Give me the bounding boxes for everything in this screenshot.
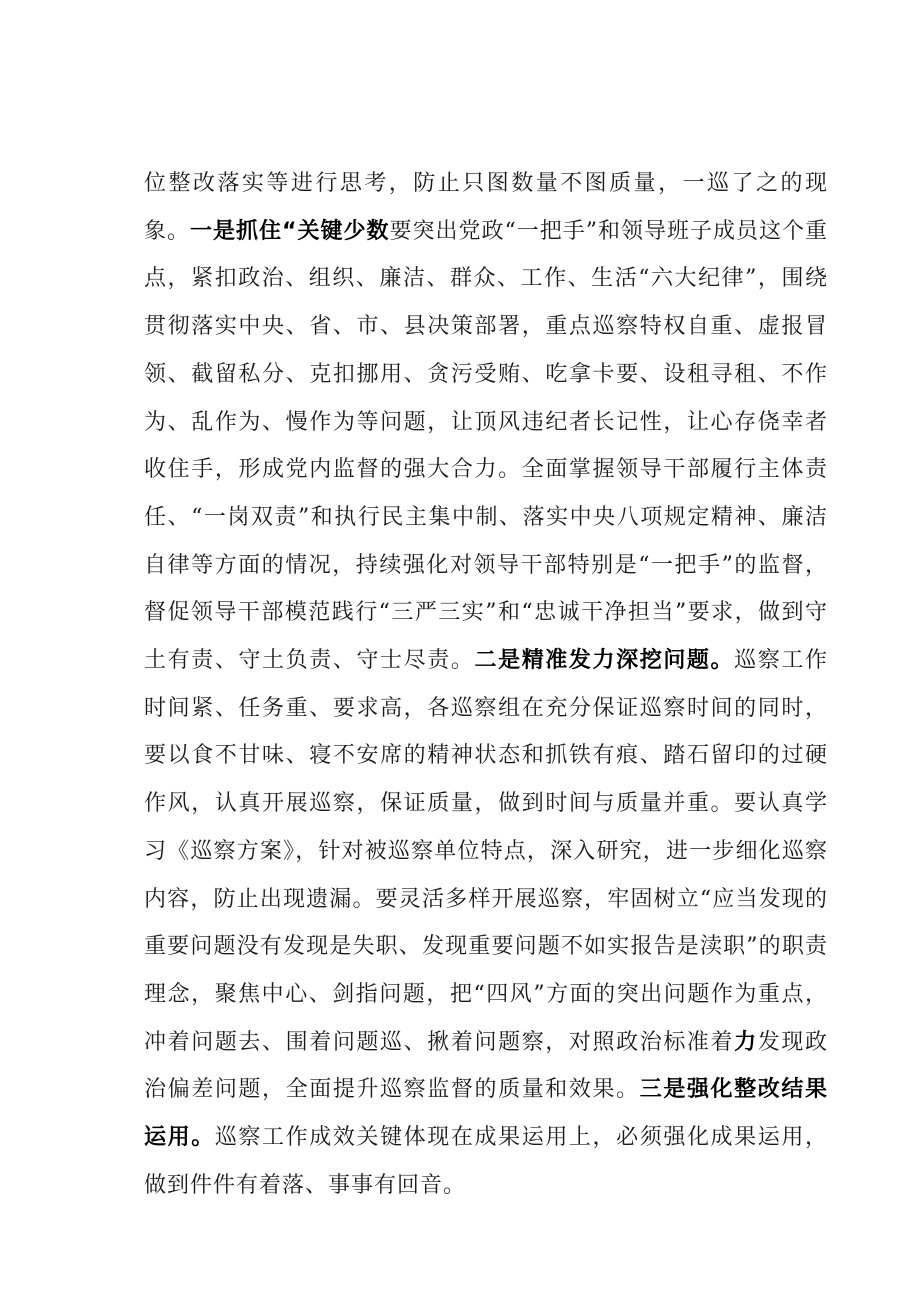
text-segment-point-three: 巡察工作成效关键体现在成果运用上，必须强化成果运用，做到件件有着落、事事有回音。: [144, 1125, 828, 1198]
text-segment-intro: 位整改落实等进行思考，防止只图数量不图质量，一巡了之的现象。: [144, 171, 828, 244]
text-segment-point-two-end: 发现政治偏差问题，全面提升巡察监督的质量和效果。: [144, 1029, 828, 1103]
heading-point-three: 三是强化整改结果运用。: [144, 1077, 828, 1151]
heading-point-one: 一是抓住“关键少数: [190, 218, 390, 244]
emphasis-char: 力: [734, 1029, 758, 1055]
text-segment-point-one: 要突出党政“一把手”和领导班子成员这个重点，紧扣政治、组织、廉洁、群众、工作、生活“六大纪律”，围绕贯彻落实中央、省、市、县决策部署，重点巡察特权自重、虚报冒领、截留私分、克扣挪用、贪污受贿、吃拿卡要、设租寻租、不作为、乱作为、慢作为等问题，让顶风违纪者长记性，让心存侥幸者收住手，形成党内监督的强大合力。全面掌握领导干部履行主体责任、“一岗双责”和执行民主集中制、落实中央八项规定精神、廉洁自律等方面的情况，持续强化对领导干部特别是“一把手”的监督，督促领导干部模范践行“三严三实”和“忠诚干净担当”要求，做到守土有责、守土负责、守士尽责。: [144, 218, 828, 674]
heading-point-two: 二是精准发力深挖问题。: [474, 648, 735, 674]
body-paragraph: [144, 160, 828, 1209]
text-segment-point-two: 巡察工作时间紧、任务重、要求高，各巡察组在充分保证巡察时间的同时，要以食不甘味、寝不安席的精神状态和抓铁有痕、踏石留印的过硬作风，认真开展巡察，保证质量，做到时间与质量并重。要认真学习《巡察方案》，针对被巡察单位特点，深入研究，进一步细化巡察内容，防止出现遗漏。要灵活多样开展巡察，牢固树立“应当发现的重要问题没有发现是失职、发现重要问题不如实报告是渎职”的职责理念，聚焦中心、剑指问题，把“四风”方面的突出问题作为重点，冲着问题去、围着问题巡、揪着问题察，对照政治标准着: [144, 648, 828, 1055]
